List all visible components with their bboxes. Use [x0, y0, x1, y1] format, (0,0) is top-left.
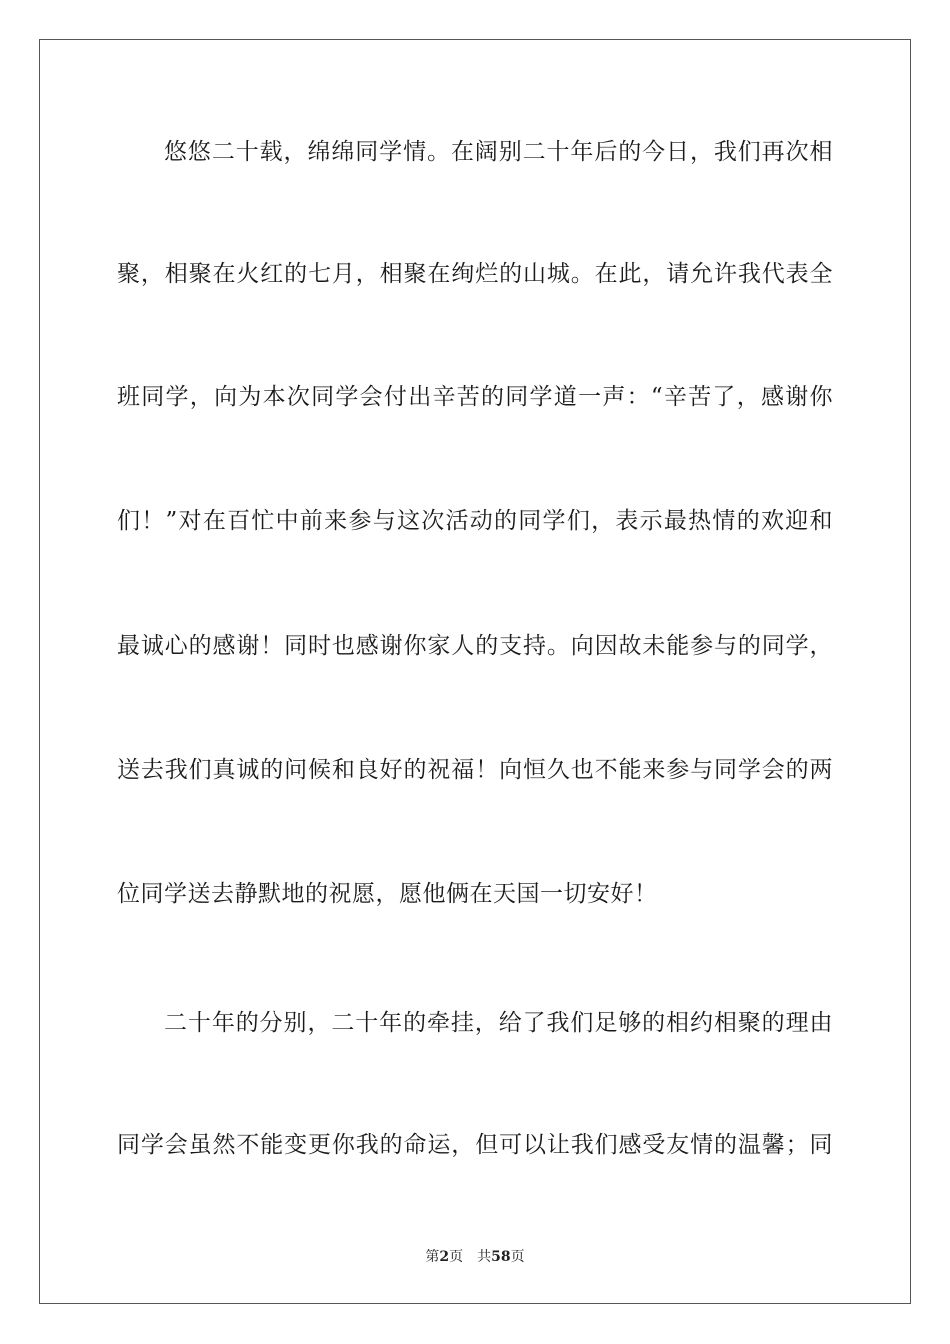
total-page-count: 58: [491, 1249, 511, 1265]
page-footer: [0, 1247, 950, 1267]
page-suffix: 页: [449, 1249, 464, 1265]
paragraph-1-line-7: 位同学送去静默地的祝愿，愿他俩在天国一切安好！: [117, 881, 658, 907]
paragraph-1-line-4: 们！”对在百忙中前来参与这次活动的同学们，表示最热情的欢迎和: [117, 508, 833, 534]
page-prefix: 第: [425, 1249, 440, 1265]
paragraph-1-line-3: 班同学，向为本次同学会付出辛苦的同学道一声：“辛苦了，感谢你: [117, 384, 833, 410]
current-page-number: 2: [439, 1249, 450, 1265]
paragraph-1-line-5: 最诚心的感谢！同时也感谢你家人的支持。向因故未能参与的同学，: [117, 633, 833, 659]
page-border: [39, 39, 911, 1304]
paragraph-2-line-1: 二十年的分别，二十年的牵挂，给了我们足够的相约相聚的理由: [164, 1010, 833, 1036]
total-prefix: 共: [477, 1249, 492, 1265]
paragraph-1-line-2: 聚，相聚在火红的七月，相聚在绚烂的山城。在此，请允许我代表全: [117, 261, 833, 287]
paragraph-1-line-6: 送去我们真诚的问候和良好的祝福！向恒久也不能来参与同学会的两: [117, 757, 833, 783]
paragraph-2-line-2: 同学会虽然不能变更你我的命运，但可以让我们感受友情的温馨；同: [117, 1132, 833, 1158]
paragraph-1-line-1: 悠悠二十载，绵绵同学情。在阔别二十年后的今日，我们再次相: [164, 139, 833, 165]
total-suffix: 页: [510, 1249, 525, 1265]
